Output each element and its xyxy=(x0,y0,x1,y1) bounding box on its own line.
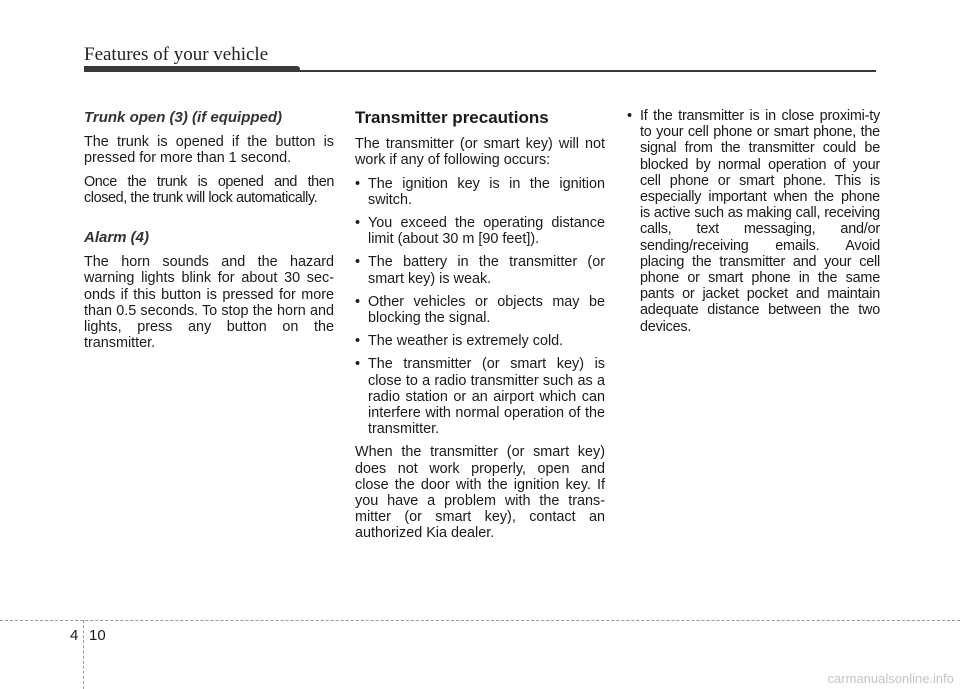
list-item: • If the transmitter is in close proximi-ty to your cell phone or smart phone, the signal from the transmitter could be blocked by normal operation of your cell phone or smart phone. This is especially important when the phone is active such as making call, receiving calls, text messaging, and/or sending/receiving emails. Avoid placing the transmitter and your cell phone or smart phone in the same pants or jacket pocket and maintain adequate distance between the two devices. xyxy=(627,108,880,335)
column-middle xyxy=(355,108,605,549)
list-item: • The ignition key is in the ignition switch. xyxy=(355,176,605,208)
trunk-lock-paragraph: Once the trunk is opened and then closed, the trunk will lock automatically. xyxy=(84,173,334,206)
watermark: carmanualsonline.info xyxy=(827,671,954,686)
footer-rule xyxy=(0,620,960,621)
page-header-title: Features of your vehicle xyxy=(84,44,269,65)
precautions-intro: The transmitter (or smart key) will not work if any of following occurs: xyxy=(355,136,605,169)
proximity-list xyxy=(627,108,880,335)
trunk-open-paragraph: The trunk is opened if the button is pressed for more than 1 second. xyxy=(84,134,334,167)
alarm-paragraph: The horn sounds and the hazard warning lights blink for about 30 sec-onds if this button is pressed for more than 0.5 seconds. To stop the horn and lights, press any button on the transmitter. xyxy=(84,254,334,352)
list-item: • The weather is extremely cold. xyxy=(355,333,605,349)
column-left xyxy=(84,108,334,358)
page-chapter-number: 4 xyxy=(70,627,79,644)
list-item: • The battery in the transmitter (or smart key) is weak. xyxy=(355,254,605,286)
trunk-open-heading: Trunk open (3) (if equipped) xyxy=(84,109,283,126)
page-number: 10 xyxy=(89,627,106,644)
list-item: • You exceed the operating distance limit (about 30 m [90 feet]). xyxy=(355,215,605,247)
precautions-list xyxy=(355,176,605,438)
alarm-heading: Alarm (4) xyxy=(84,229,150,247)
list-item: • The transmitter (or smart key) is close to a radio transmitter such as a radio station or an airport which can interfere with normal operation of the transmitter. xyxy=(355,356,605,437)
list-item: • Other vehicles or objects may be blocking the signal. xyxy=(355,294,605,326)
transmitter-precautions-heading: Transmitter precautions xyxy=(355,108,549,127)
footer-divider xyxy=(83,620,84,689)
column-right xyxy=(627,108,880,342)
precautions-closing: When the transmitter (or smart key) does not work properly, open and close the door with the ignition key. If you have a problem with the trans-mitter (or smart key), contact an authorized Kia dealer. xyxy=(355,444,605,542)
header-rule-thin xyxy=(84,70,876,72)
